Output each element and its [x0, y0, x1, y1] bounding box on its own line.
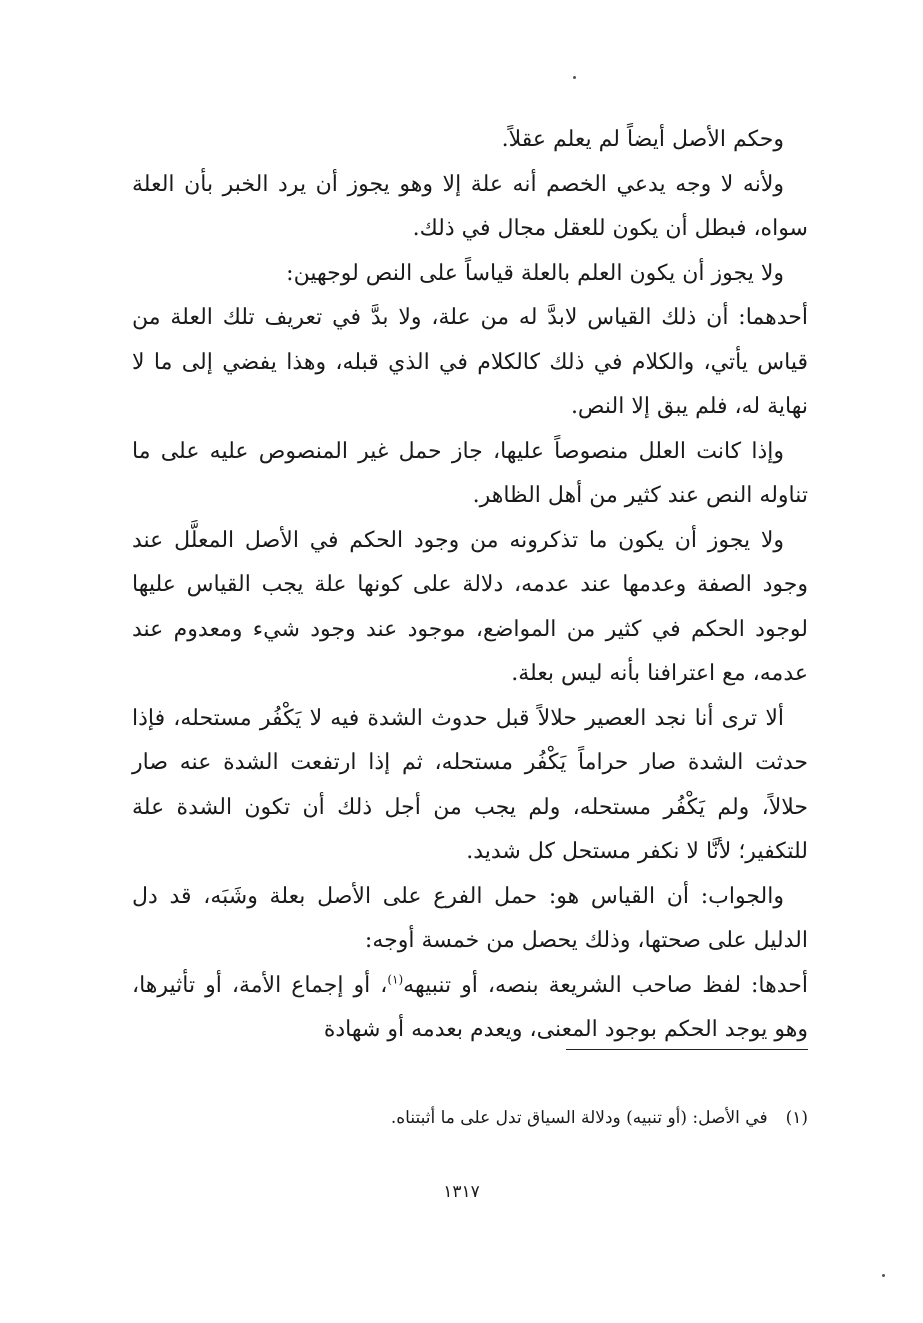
paragraph-8: والجواب: أن القياس هو: حمل الفرع على الأصل بعلة وشَبَه، قد دل الدليل على صحتها، وذلك يحصل من خمسة أوجه: — [132, 883, 808, 953]
main-text — [132, 118, 808, 1053]
paragraph-6: ولا يجوز أن يكون ما تذكرونه من وجود الحكم في الأصل المعلَّل عند وجود الصفة وعدمها عند عدمه، دلالة على كونها علة يجب القياس عليها لوجود الحكم في كثير من المواضع، موجود عند وجود شيء ومعدوم عند عدمه، مع اعترافنا بأنه ليس بعلة. — [132, 527, 808, 686]
ink-speck — [573, 76, 576, 79]
paragraph-3: ولا يجوز أن يكون العلم بالعلة قياساً على النص لوجهين: — [286, 260, 784, 286]
paragraph-1: وحكم الأصل أيضاً لم يعلم عقلاً. — [501, 127, 784, 152]
footnote-reference[interactable]: (١) — [387, 972, 404, 987]
footnote-divider — [566, 1049, 808, 1050]
paragraph-9-start: أحدها: لفظ صاحب الشريعة بنصه، أو تنبيهه — [403, 972, 809, 998]
paragraph-2: ولأنه لا وجه يدعي الخصم أنه علة إلا وهو يجوز أن يرد الخبر بأن العلة سواه، فبطل أن يكون للعقل مجال في ذلك. — [132, 171, 808, 241]
footnote — [200, 1104, 808, 1132]
footnote-number: (١) — [785, 1108, 808, 1128]
paragraph-9 — [132, 964, 808, 1053]
paragraph-9-end: ، أو إجماع الأمة، أو تأثيرها، وهو يوجد الحكم بوجود المعنى، ويعدم بعدمه أو شهادة — [132, 972, 808, 1042]
paragraph-7: ألا ترى أنا نجد العصير حلالاً قبل حدوث الشدة فيه لا يَكْفُر مستحله، فإذا حدثت الشدة صار حراماً يَكْفُر مستحله، ثم إذا ارتفعت الشدة عنه صار حلالاً، ولم يَكْفُر مستحله، ولم يجب من أجل ذلك أن تكون الشدة علة للتكفير؛ لأنَّا لا نكفر مستحل كل شديد. — [132, 705, 808, 864]
page-number: ١٣١٧ — [443, 1182, 480, 1202]
paragraph-4: أحدهما: أن ذلك القياس لابدَّ له من علة، ولا بدَّ في تعريف تلك العلة من قياس يأتي، والكلام في ذلك كالكلام في الذي قبله، وهذا يفضي إلى ما لا نهاية له، فلم يبق إلا النص. — [132, 305, 808, 419]
paragraph-5: وإذا كانت العلل منصوصاً عليها، جاز حمل غير المنصوص عليه على ما تناوله النص عند كثير من أهل الظاهر. — [132, 438, 808, 508]
ink-speck — [882, 1274, 885, 1277]
footnote-text: في الأصل: (أو تنبيه) ودلالة السياق تدل على ما أثبتناه. — [390, 1108, 768, 1128]
